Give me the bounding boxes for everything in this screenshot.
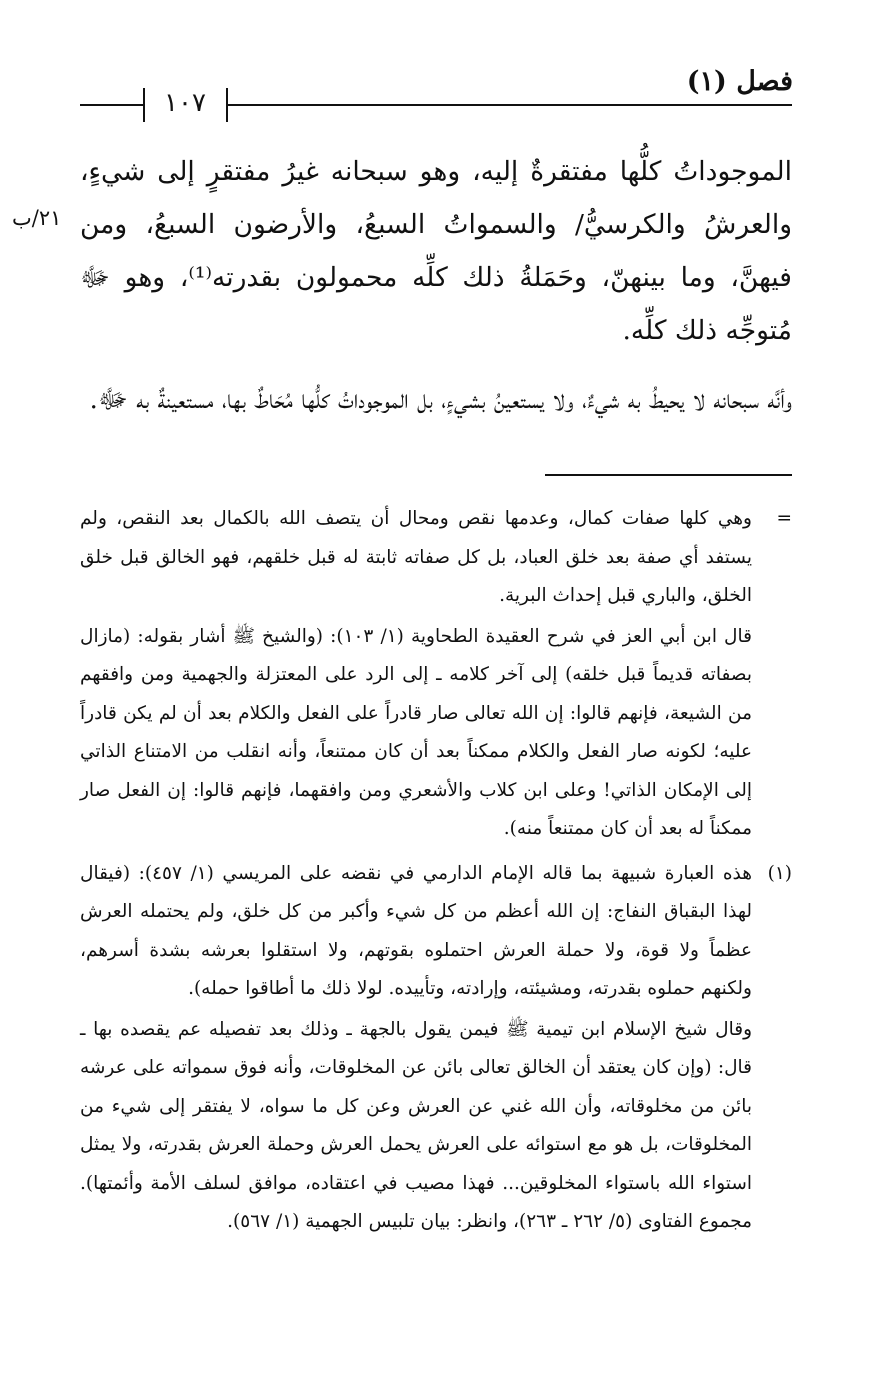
footnotes (80, 500, 792, 1242)
main-paragraph: الموجوداتُ كلُّها مفتقرةٌ إليه، وهو سبحانه غيرُ مفتقرٍ إلى شيءٍ، والعرشُ والكرسيُّ/ والسمواتُ السبعُ، والأرضون السبعُ، ومن فيهنَّ، وما بينهنّ، وحَمَلةُ ذلك كلِّه محمولون بقدرته⁽¹⁾، وهو ﷻ مُتوجِّه ذلك كلِّه. (80, 156, 792, 346)
footnote-paragraph: قال ابن أبي العز في شرح العقيدة الطحاوية (١/ ١٠٣): (والشيخ ﷺ أشار بقوله: (مازال بصفاته قديماً قبل خلقه) إلى آخر كلامه ـ إلى الرد على المعتزلة والجهمية ومن وافقهم من الشيعة، فإنهم قالوا: إن الله تعالى صار قادراً على الفعل والكلام بعد أن لم يكن قادراً عليه؛ لكونه صار الفعل والكلام ممكناً بعد أن كان ممتنعاً، وأنه انقلب من الامتناع الذاتي إلى الإمكان الذاتي! وعلى ابن كلاب والأشعري ومن وافقهما، فإنهم قالوا: إن الفعل صار ممكناً له بعد أن كان ممتنعاً منه). (80, 625, 752, 839)
page-header (0, 0, 885, 130)
page-number: ١٠٧ (164, 88, 206, 118)
footnote-continued (80, 500, 792, 849)
footnote-paragraph: وقال شيخ الإسلام ابن تيمية ﷺ فيمن يقول بالجهة ـ وذلك بعد تفصيله عم يقصده بها ـ قال: (وإن كان يعتقد أن الخالق تعالى بائن عن المخلوقات، وأنه فوق سمواته على عرشه بائن من مخلوقاته، وأن الله غني عن العرش وعن كل ما سواه، لا يفتقر إلى شيء من المخلوقات، بل هو مع استوائه على العرش يحمل العرش وحملة العرش بقدرته، ولا يمثل استواء الله باستواء المخلوقين... فهذا مصيب في اعتقاده، موافق لسلف الأمة وأئمتها). مجموع الفتاوى (٥/ ٢٦٢ ـ ٢٦٣)، وانظر: بيان تلبيس الجهمية (١/ ٥٦٧). (80, 1018, 752, 1232)
header-rule-right (228, 104, 792, 106)
footnote-paragraph: هذه العبارة شبيهة بما قاله الإمام الدارمي في نقضه على المريسي (١/ ٤٥٧): (فيقال لهذا البقباق النفاج: إن الله أعظم من كل شيء وأكبر من كل خلق، ولم يحتمله العرش عظماً ولا قوة، ولا حملة العرش احتملوه بقوتهم، ولا استقلوا بعرشه بشدة أسرهم، ولكنهم حملوه بقدرته، ومشيئته، وإرادته، وتأييده. لولا ذلك ما أطاقوا حمله). (80, 862, 752, 999)
footnote-marker: (١) (767, 862, 792, 884)
main-text (80, 145, 792, 426)
page-number-left-bar (143, 88, 145, 122)
main-paragraph: وأنَّه سبحانه لا يحيطُ به شيءٌ، ولا يستعينُ بشيءٍ، بل الموجوداتُ كلُّها مُحَاطٌ بها، مستعينةٌ به ﷻ. (89, 384, 792, 415)
footnote-paragraph: وهي كلها صفات كمال، وعدمها نقص ومحال أن يتصف الله بالكمال بعد النقص، ولم يستفد أي صفة بعد خلق العباد، بل كل صفاته ثابتة له قبل خلقهم، فهو الخالق قبل خلق الخلق، والباري قبل إحداث البرية. (80, 508, 752, 606)
footnote-separator (545, 474, 792, 476)
chapter-title: فصل (١) (686, 66, 793, 97)
header-rule-left (80, 104, 143, 106)
manuscript-folio-note: ٢١/ب (12, 206, 62, 230)
footnote-marker: = (776, 508, 792, 529)
footnote-1 (80, 855, 792, 1242)
